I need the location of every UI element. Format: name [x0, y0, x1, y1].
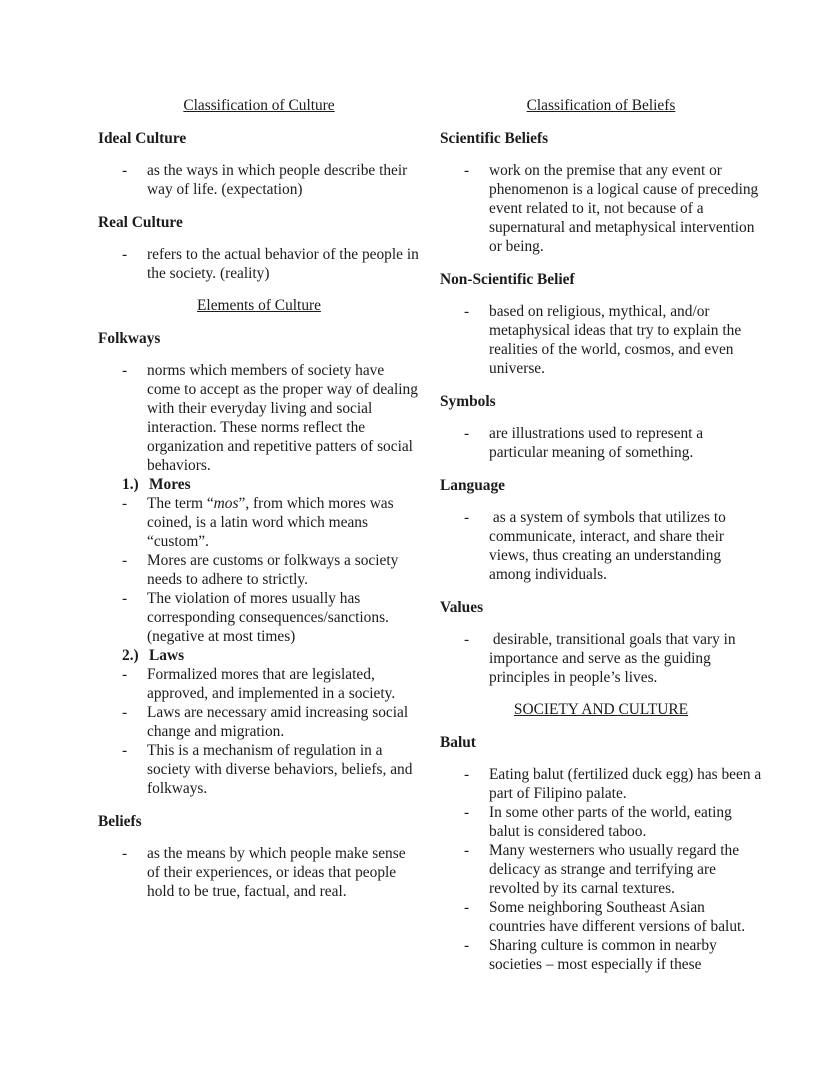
bullet-list	[98, 665, 420, 798]
bullet-text: Laws are necessary amid increasing social change and migration.	[147, 704, 412, 740]
bullet-dash: -	[464, 631, 470, 648]
bullet-text: Sharing culture is common in nearby societies – most especially if these	[489, 937, 721, 973]
bullet-dash: -	[122, 246, 128, 263]
bullet-dash: -	[122, 495, 128, 512]
bullet-item	[98, 361, 420, 475]
bullet-item	[440, 630, 762, 687]
numbered-term	[98, 646, 420, 665]
bullet-list	[440, 508, 762, 584]
section-heading-text: Classification of Culture	[183, 97, 335, 114]
bullet-dash: -	[464, 509, 470, 526]
bullet-text: The violation of mores usually has corresponding consequences/sanctions. (negative at most times)	[147, 590, 393, 645]
bullet-list	[98, 161, 420, 199]
bullet-text: are illustrations used to represent a particular meaning of something.	[489, 425, 707, 461]
bullet-list	[98, 494, 420, 646]
section-heading	[98, 96, 420, 115]
bullet-list	[440, 424, 762, 462]
term-heading: Ideal Culture	[98, 130, 187, 147]
bullet-item	[98, 551, 420, 589]
bullet-list	[440, 302, 762, 378]
section-heading-text: Classification of Beliefs	[526, 97, 676, 114]
bullet-text: Some neighboring Southeast Asian countries have different versions of balut.	[489, 899, 746, 935]
bullet-item	[98, 589, 420, 646]
bullet-list	[440, 630, 762, 687]
section-heading-text: Elements of Culture	[197, 297, 321, 314]
bullet-dash: -	[122, 590, 128, 607]
bullet-dash: -	[464, 766, 470, 783]
bullet-list	[440, 765, 766, 974]
term-heading: Scientific Beliefs	[440, 130, 549, 147]
bullet-dash: -	[464, 162, 470, 179]
column-right	[440, 96, 766, 987]
bullet-dash: -	[122, 742, 128, 759]
bullet-item	[440, 803, 762, 841]
bullet-dash: -	[464, 425, 470, 442]
bullet-text: Many westerners who usually regard the delicacy as strange and terrifying are revolted by its carnal textures.	[489, 842, 743, 897]
term-heading: Values	[440, 599, 484, 616]
bullet-text: as the means by which people make sense of their experiences, or ideas that people hold to be true, factual, and real.	[147, 845, 410, 900]
bullet-dash: -	[122, 666, 128, 683]
term-heading: Folkways	[98, 330, 161, 347]
bullet-item	[98, 161, 420, 199]
bullet-dash: -	[464, 842, 470, 859]
bullet-item	[98, 494, 420, 551]
bullet-list	[98, 245, 423, 283]
bullet-item	[440, 161, 762, 256]
bullet-text: based on religious, mythical, and/or metaphysical ideas that try to explain the realities of the world, cosmos, and even universe.	[489, 303, 746, 377]
numbered-term-text: Mores	[149, 476, 191, 493]
section-heading	[440, 700, 762, 719]
column-left	[98, 96, 423, 987]
bullet-item	[98, 844, 420, 901]
bullet-text: refers to the actual behavior of the people in the society. (reality)	[147, 246, 423, 282]
bullet-text: desirable, transitional goals that vary in importance and serve as the guiding principles in people’s lives.	[489, 631, 740, 686]
numbered-term	[98, 475, 420, 494]
bullet-item	[440, 898, 762, 936]
bullet-dash: -	[122, 162, 128, 179]
bullet-text-segment: ”, from which mores was coined, is a latin word which means “custom”.	[147, 495, 398, 550]
bullet-list	[98, 361, 420, 475]
term-heading: Language	[440, 477, 505, 494]
bullet-item	[440, 424, 762, 462]
bullet-item	[98, 703, 420, 741]
bullet-item	[98, 665, 420, 703]
bullet-text-segment: mos	[213, 495, 239, 512]
bullet-text: Eating balut (fertilized duck egg) has been a part of Filipino palate.	[489, 766, 766, 802]
bullet-text: norms which members of society have come to accept as the proper way of dealing with their everyday living and social interaction. These norms reflect the organization and repetitive patters of social behaviors.	[147, 362, 422, 474]
bullet-list	[440, 161, 762, 256]
bullet-dash: -	[464, 303, 470, 320]
bullet-item	[440, 765, 766, 803]
bullet-item	[98, 741, 420, 798]
bullet-dash: -	[122, 552, 128, 569]
bullet-list	[98, 844, 420, 901]
term-heading: Balut	[440, 734, 476, 751]
bullet-dash: -	[464, 937, 470, 954]
numbered-term-text: Laws	[149, 647, 185, 664]
section-heading	[440, 96, 762, 115]
bullet-dash: -	[122, 362, 128, 379]
section-heading-text: SOCIETY AND CULTURE	[513, 701, 689, 718]
section-heading	[98, 296, 420, 315]
bullet-text: as the ways in which people describe their way of life. (expectation)	[147, 162, 412, 198]
term-heading: Symbols	[440, 393, 496, 410]
bullet-text: as a system of symbols that utilizes to communicate, interact, and share their views, thus creating an understanding among individuals.	[489, 509, 730, 583]
bullet-item	[440, 508, 762, 584]
bullet-dash: -	[122, 845, 128, 862]
bullet-dash: -	[464, 899, 470, 916]
bullet-item	[440, 302, 762, 378]
bullet-dash: -	[122, 704, 128, 721]
bullet-text: Formalized mores that are legislated, approved, and implemented in a society.	[147, 666, 396, 702]
bullet-item	[98, 245, 423, 283]
bullet-text	[147, 494, 420, 551]
term-heading: Real Culture	[98, 214, 183, 231]
term-heading: Beliefs	[98, 813, 142, 830]
bullet-item	[440, 936, 762, 974]
bullet-item	[440, 841, 762, 898]
bullet-text: This is a mechanism of regulation in a society with diverse behaviors, beliefs, and folkways.	[147, 742, 417, 797]
bullet-dash: -	[464, 804, 470, 821]
bullet-text: work on the premise that any event or phenomenon is a logical cause of preceding event related to it, not because of a supernatural and metaphysical intervention or being.	[489, 162, 763, 255]
bullet-text-segment: The term “	[147, 495, 214, 512]
bullet-text: Mores are customs or folkways a society needs to adhere to strictly.	[147, 552, 403, 588]
numbered-term-number: 2.)	[122, 647, 139, 664]
term-heading: Non-Scientific Belief	[440, 271, 575, 288]
bullet-text: In some other parts of the world, eating balut is considered taboo.	[489, 804, 736, 840]
numbered-term-number: 1.)	[122, 476, 139, 493]
